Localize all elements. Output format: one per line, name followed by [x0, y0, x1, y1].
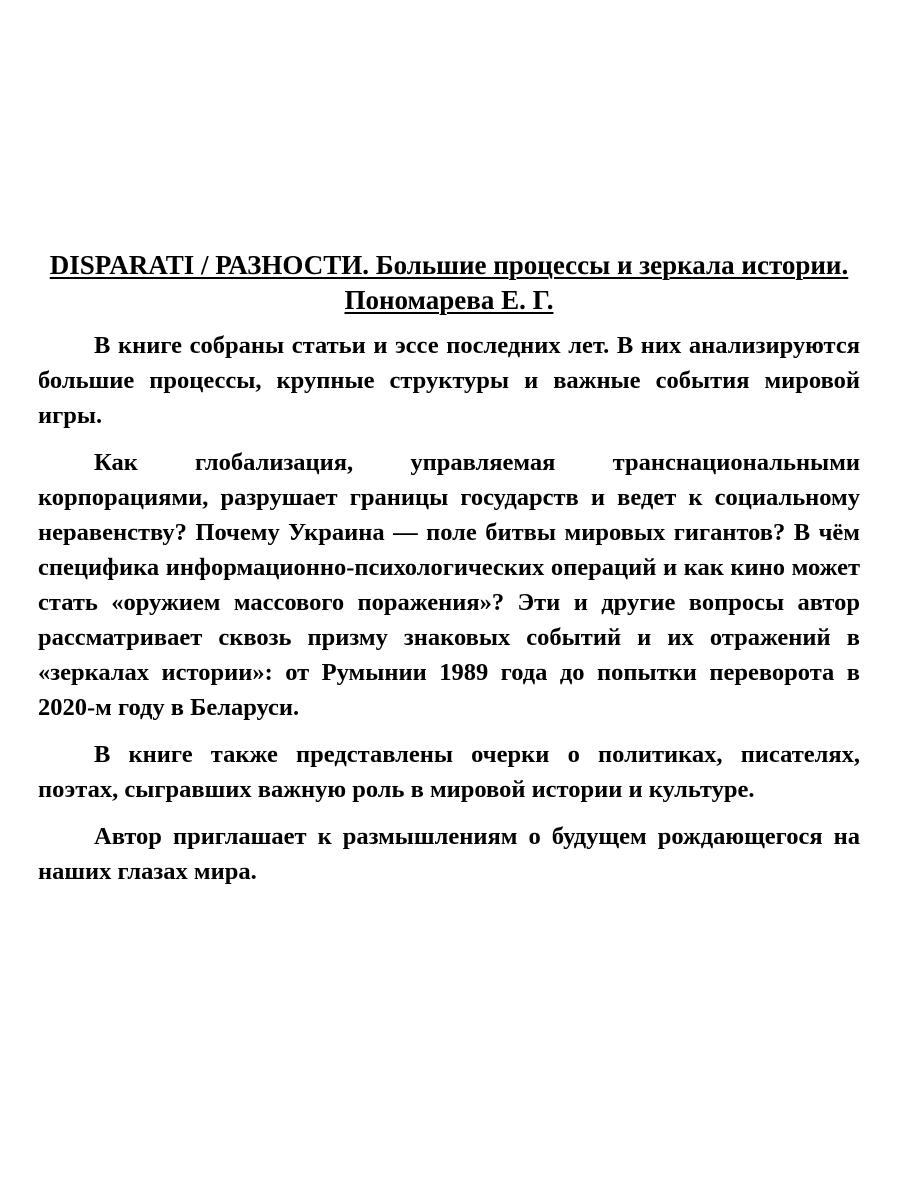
book-title [38, 248, 860, 318]
paragraph-intro: В книге собраны статьи и эссе последних лет. В них анализируются большие процессы, крупные структуры и важные события мировой игры. [38, 332, 860, 429]
paragraph-essays: В книге также представлены очерки о политиках, писателях, поэтах, сыгравших важную роль в мировой истории и культуре. [38, 741, 860, 803]
paragraph-questions: Как глобализация, управляемая транснациональными корпорациями, разрушает границы государств и ведет к социальному неравенству? Почему Украина — поле битвы мировых гигантов? В чём специфика информационно-психологических операций и как кино может стать «оружием массового поражения»? Эти и другие вопросы автор рассматривает сквозь призму знаковых событий и их отражений в «зеркалах истории»: от Румынии 1989 года до попытки переворота в 2020-м году в Беларуси. [38, 449, 860, 721]
paragraph-invitation: Автор приглашает к размышлениям о будущем рождающегося на наших глазах мира. [38, 823, 860, 885]
book-title-text: DISPARATI / РАЗНОСТИ. Большие процессы и зеркала истории. Пономарева Е. Г. [49, 250, 849, 315]
document-page [38, 248, 860, 901]
